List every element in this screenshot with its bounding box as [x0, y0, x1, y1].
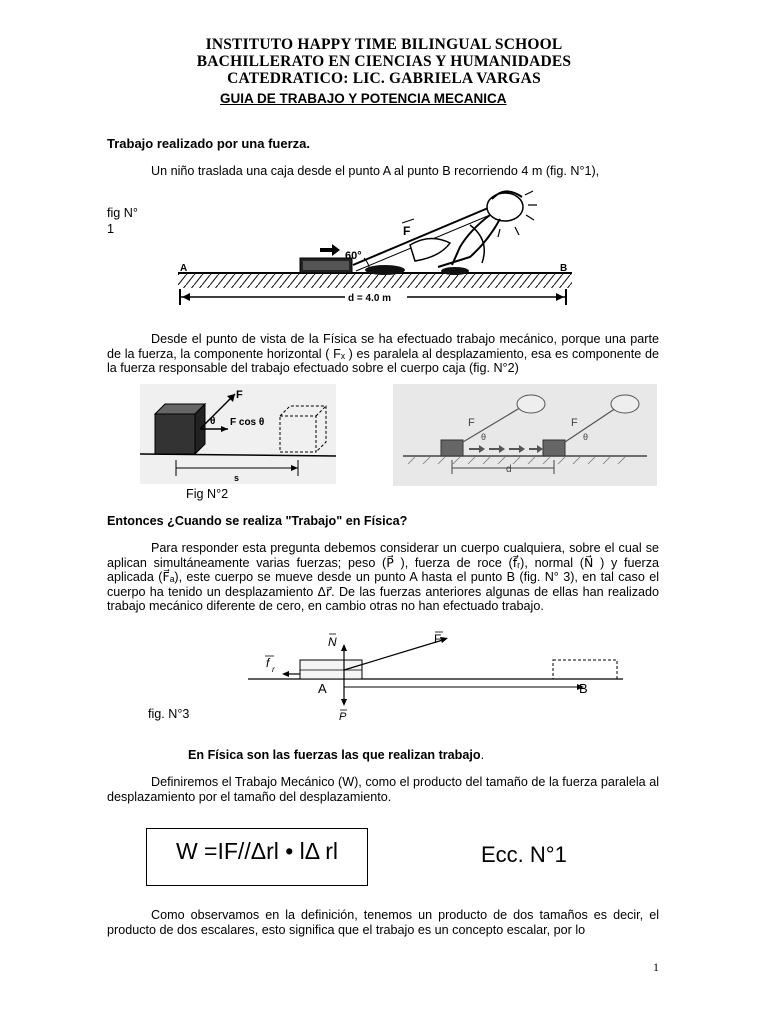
paragraph-horizontal-component: [107, 332, 659, 376]
fig1-distance: d = 4.0 m: [348, 293, 392, 304]
fig3-friction-sub: r: [272, 665, 275, 674]
fig3-point-a: A: [318, 681, 327, 696]
fig2-right-d: d: [506, 464, 512, 475]
guide-title: GUIA DE TRABAJO Y POTENCIA MECANICA: [220, 91, 507, 106]
fig2-label: Fig N°2: [186, 487, 229, 501]
fig1-point-a: A: [180, 263, 188, 274]
definition-text: Definiremos el Trabajo Mecánico (W), como el producto del tamaño de la fuerza paralela al desplazamiento por el tamaño del desplazamiento.: [107, 775, 659, 804]
fig2-s: s: [234, 473, 240, 483]
work-formula: W =IF//Δrl • lΔ rl: [175, 838, 339, 864]
fig2-right-theta-2: θ: [583, 432, 589, 442]
paragraph-scalar: [107, 908, 659, 937]
fig2-right-force-1: F: [468, 417, 475, 429]
statement-forces-do-work: [188, 748, 484, 762]
page-number: 1: [653, 960, 659, 974]
para2-text: Desde el punto de vista de la Física se ha efectuado trabajo mecánico, porque una parte de la fuerza, la componente horizontal ( Fₓ ) es paralela al desplazamiento, esa es componente de la fuerza responsable del trabajo efectuado sobre el cuerpo caja (fig. N°2): [107, 332, 659, 376]
statement-period: .: [480, 748, 485, 762]
figure-2-right-block-diagram: [393, 384, 657, 486]
para-forces-a: Para responder esta pregunta debemos considerar un cuerpo cualquiera, sobre el cual se aplican simultáneamente varias fuerzas; peso (P⃗ ), fuerza de roce (f⃗ᵣ), normal (N⃗: [107, 541, 659, 570]
fig2-force: F: [236, 389, 243, 401]
fig2-theta: θ: [210, 416, 216, 427]
fig2-right-theta-1: θ: [481, 432, 487, 442]
figure-2-left-block-diagram: [140, 384, 336, 484]
section-title-when-work: Entonces ¿Cuando se realiza "Trabajo" en Física?: [107, 514, 408, 528]
figure-1-child-pushing-box: [170, 185, 580, 320]
fig3-label: fig. N°3: [148, 707, 190, 721]
para-forces-b: ) y fuerza aplicada (F⃗ₐ), este cuerpo se mueve desde un punto A hasta el punto B (fig. N° 3), en tal caso el cuerpo ha tenido un desplazamiento Δr⃗. De las fuerzas anteriores algunas de ellas han realizado trabajo mecánico diferente de cero, en cambio otras no han efectuado trabajo.: [107, 555, 659, 614]
school-name: INSTITUTO HAPPY TIME BILINGUAL SCHOOL: [205, 36, 563, 53]
fig3-friction: f: [266, 656, 270, 670]
teacher-name: CATEDRATICO: LIC. GABRIELA VARGAS: [227, 70, 541, 87]
closing-text: Como observamos en la definición, tenemos un producto de dos tamaños es decir, el producto de dos escalares, esto significa que el trabajo es un concepto escalar, por lo: [107, 908, 659, 937]
fig1-label: fig N°: [107, 206, 138, 220]
intro-text: Un niño traslada una caja desde el punto A al punto B recorriendo 4 m (fig. N°1),: [151, 164, 600, 178]
fig1-angle: 60°: [345, 250, 362, 262]
fig2-fcos: F cos θ: [230, 417, 265, 428]
fig1-number: 1: [107, 222, 115, 236]
fig3-point-b: B: [579, 681, 588, 696]
fig1-force: F: [403, 224, 411, 238]
fig1-point-b: B: [560, 263, 568, 274]
paragraph-forces: [107, 541, 659, 614]
intro-paragraph: [107, 164, 659, 179]
fig3-weight: P: [339, 711, 347, 723]
program-name: BACHILLERATO EN CIENCIAS Y HUMANIDADES: [196, 53, 572, 70]
fig3-normal: N: [328, 635, 337, 649]
equation-number: Ecc. N°1: [481, 842, 567, 867]
statement-text: En Física son las fuerzas las que realizan trabajo: [188, 748, 481, 762]
fig3-applied: F: [434, 632, 442, 646]
paragraph-definition: [107, 775, 659, 804]
section-title-work: Trabajo realizado por una fuerza.: [107, 136, 310, 151]
figure-3-forces-on-body: [248, 630, 628, 724]
fig2-right-force-2: F: [571, 417, 578, 429]
